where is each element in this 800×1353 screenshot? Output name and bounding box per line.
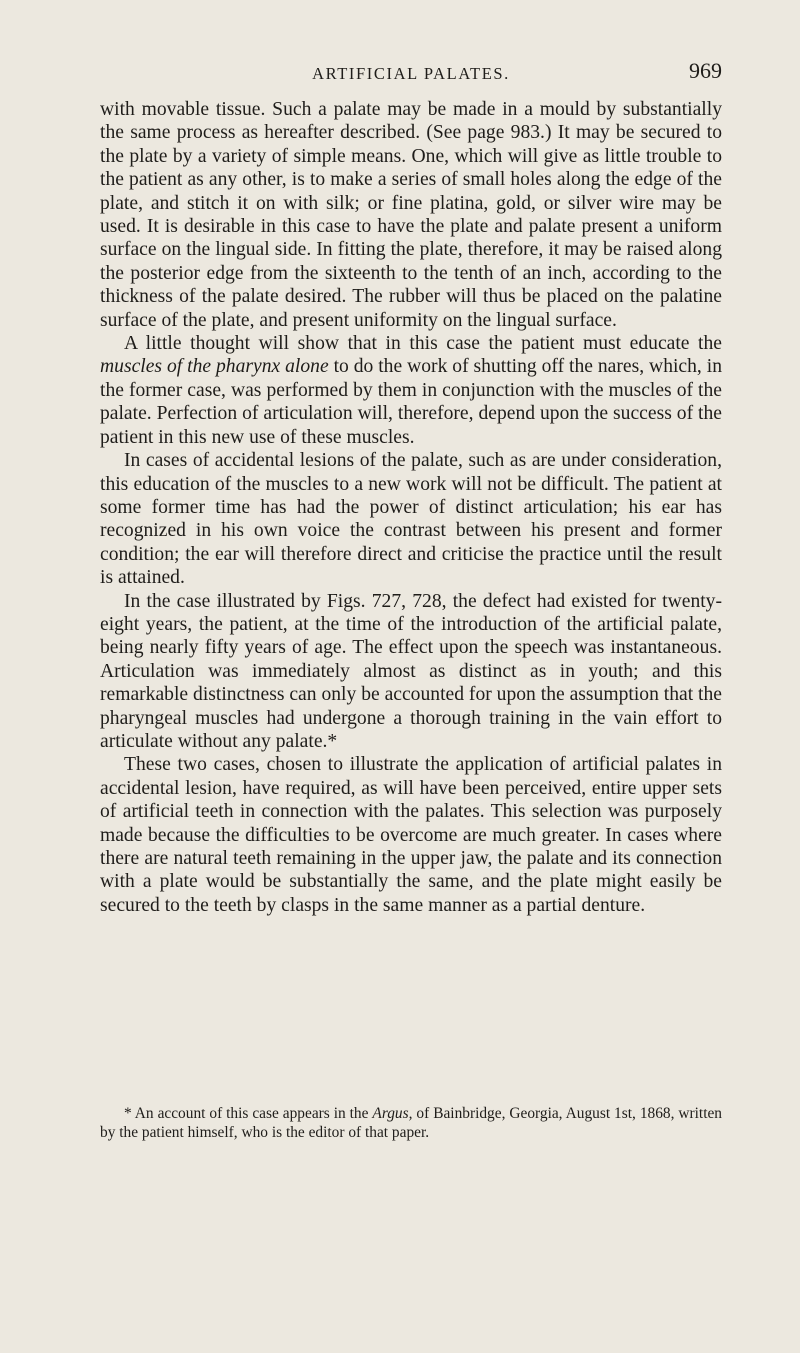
body-text [100, 98, 722, 917]
text-run: to do the work of shutting off the nares, which, in the former case, was performed by them in conjunction with the muscles of the palate. Perfection of articulation will, therefore, depend upon the success of the patient in this new use of these muscles. [100, 356, 722, 448]
text-run: In the case illustrated by Figs. 727, 728, the defect had existed for twenty-eight years, the patient, at the time of the introduction of the artificial palate, being nearly fifty years of age. The effect upon the speech was instantaneous. Articulation was immediately almost as distinct as in youth; and this remarkable distinctness can only be accounted for upon the assumption that the pharyngeal muscles had undergone a thorough training in the vain effort to articulate without any palate.* [100, 590, 722, 752]
text-run: These two cases, chosen to illustrate the application of artificial palates in accidental lesion, have required, as will have been perceived, entire upper sets of artificial teeth in connection with the palates. This selection was purposely made because the difficulties to be overcome are much greater. In cases where there are natural teeth remaining in the upper jaw, the palate and its connection with a plate would be substantially the same, and the plate might easily be secured to the teeth by clasps in the same manner as a partial denture. [100, 754, 722, 916]
footnote-italic: Argus, [372, 1105, 413, 1122]
page-number: 969 [689, 58, 722, 83]
text-run: In cases of accidental lesions of the palate, such as are under consideration, this education of the muscles to a new work will not be difficult. The patient at some former time has had the power of distinct articulation; his ear has recognized in his own voice the contrast between his present and former condition; the ear will therefore direct and criticise the practice until the result is attained. [100, 450, 722, 589]
footnote [100, 1104, 722, 1142]
paragraph [100, 98, 722, 332]
text-run: A little thought will show that in this case the patient must educate the [124, 333, 722, 355]
footnote-text-before: * An account of this case appears in the [124, 1105, 373, 1122]
italic-phrase: muscles of the pharynx alone [100, 356, 329, 378]
text-run: with movable tissue. Such a palate may be made in a mould by substantially the same process as hereafter described. (See page 983.) It may be secured to the plate by a variety of simple means. One, which will give as little trouble to the patient as any other, is to make a series of small holes along the edge of the plate, and stitch it on with silk; or fine platina, gold, or silver wire may be used. It is desirable in this case to have the plate and palate present a uniform surface on the lingual side. In fitting the plate, therefore, it may be raised along the posterior edge from the sixteenth to the tenth of an inch, according to the thickness of the palate desired. The rubber will thus be placed on the palatine surface of the plate, and present uniformity on the lingual surface. [100, 99, 722, 331]
paragraph [100, 332, 722, 449]
paragraph [100, 449, 722, 589]
paragraph [100, 753, 722, 917]
paragraph [100, 590, 722, 754]
footnote-text-after: of Bainbridge, Georgia, August 1st, 1868, written by the patient himself, who is the editor of that paper. [100, 1105, 722, 1141]
running-title: ARTIFICIAL PALATES. [312, 64, 510, 83]
running-head [100, 58, 722, 88]
